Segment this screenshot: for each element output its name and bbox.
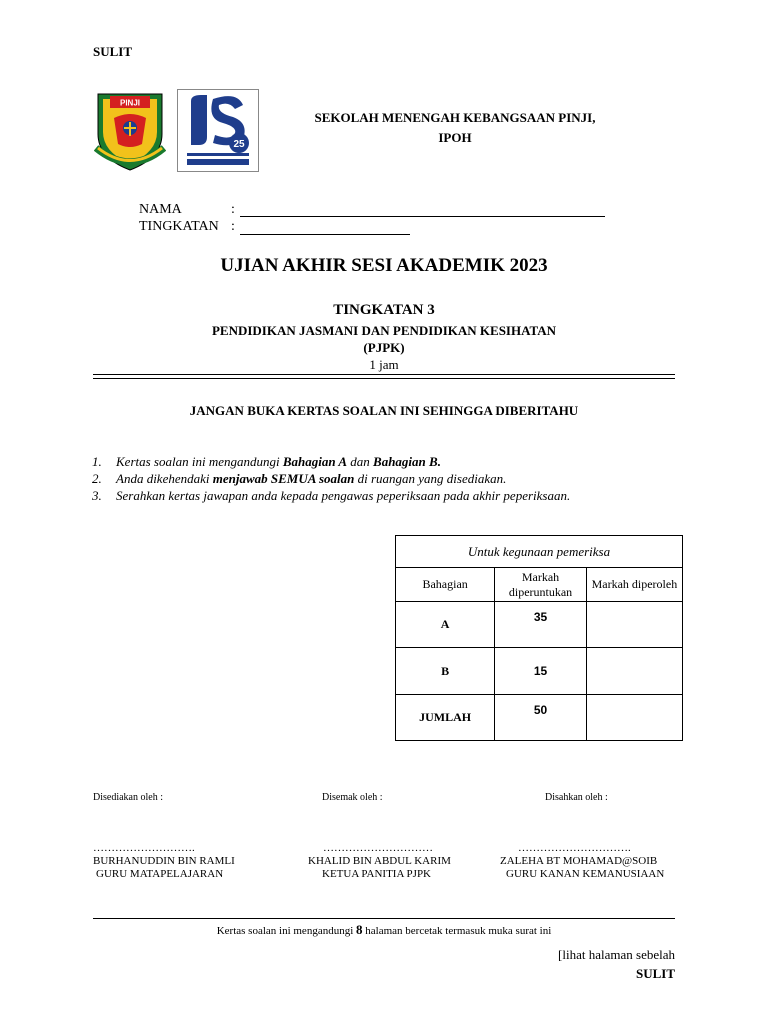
- exam-duration: 1 jam: [369, 357, 399, 372]
- programme-logo-number: 25: [233, 139, 245, 150]
- instruction-text: di ruangan yang disediakan.: [354, 471, 507, 486]
- marks-row-allocated: 35: [495, 602, 587, 648]
- marks-row-section: A: [396, 602, 495, 648]
- page-count-number: 8: [356, 922, 363, 937]
- approved-by-role: GURU KANAN KEMANUSIAAN: [506, 868, 665, 880]
- marks-row-allocated: 15: [495, 648, 587, 695]
- page-count-post: halaman bercetak termasuk muka surat ini: [362, 925, 552, 937]
- classification-bottom: SULIT: [635, 966, 675, 981]
- school-name-line2: IPOH: [438, 130, 472, 145]
- name-field[interactable]: [240, 216, 605, 217]
- instruction-item: [92, 470, 570, 487]
- instruction-bold: Bahagian B.: [373, 454, 441, 469]
- marks-header-obtained: Markah diperoleh: [586, 568, 682, 602]
- marks-table-caption: Untuk kegunaan pemeriksa: [396, 536, 683, 568]
- marks-row-section: B: [396, 648, 495, 695]
- marks-table: [395, 535, 683, 741]
- crest-lettering: PINJI: [119, 98, 141, 108]
- marks-header-section: Bahagian: [396, 568, 495, 602]
- class-colon: :: [231, 219, 235, 234]
- instruction-number: 3.: [92, 488, 102, 503]
- approved-by-label: Disahkan oleh :: [545, 792, 608, 803]
- marks-row-obtained[interactable]: [586, 695, 682, 741]
- school-name: [270, 108, 640, 148]
- exam-subject-abbrev: (PJPK): [363, 340, 405, 355]
- exam-subject: PENDIDIKAN JASMANI DAN PENDIDIKAN KESIHATAN: [211, 323, 557, 338]
- marks-row-allocated: 50: [495, 695, 587, 741]
- double-rule-bottom: [93, 378, 675, 379]
- double-rule-top: [93, 374, 675, 375]
- checked-by-signature-line: …………………………: [323, 842, 433, 854]
- exam-form: TINGKATAN 3: [333, 302, 435, 318]
- approved-by-signature-line: ………………………….: [518, 842, 631, 854]
- page-count-note: [0, 922, 768, 938]
- marks-header-allocated: Markah diperuntukan: [495, 568, 587, 602]
- prepared-by-label: Disediakan oleh :: [93, 792, 163, 803]
- classification-top: SULIT: [93, 44, 133, 59]
- marks-row-obtained[interactable]: [586, 648, 682, 695]
- checked-by-name: KHALID BIN ABDUL KARIM: [308, 855, 451, 867]
- prepared-by-signature-line: ……………………….: [93, 842, 195, 854]
- school-crest-logo: [94, 88, 166, 172]
- instruction-number: 1.: [92, 454, 102, 469]
- instruction-text: dan: [347, 454, 374, 469]
- instruction-text: Serahkan kertas jawapan anda kepada pengawas peperiksaan pada akhir peperiksaan.: [116, 488, 571, 503]
- instructions-list: [92, 453, 570, 504]
- name-colon: :: [231, 202, 235, 217]
- prepared-by-name: BURHANUDDIN BIN RAMLI: [93, 855, 235, 867]
- instruction-item: [92, 453, 570, 470]
- instruction-item: [92, 487, 570, 504]
- programme-logo: [177, 89, 259, 172]
- school-name-line1: SEKOLAH MENENGAH KEBANGSAAN PINJI,: [314, 110, 596, 125]
- instruction-text: Anda dikehendaki: [116, 471, 213, 486]
- class-label: TINGKATAN: [139, 219, 219, 234]
- page-count-pre: Kertas soalan ini mengandungi: [216, 925, 357, 937]
- warning-notice: JANGAN BUKA KERTAS SOALAN INI SEHINGGA DIBERITAHU: [189, 403, 579, 418]
- marks-row-section: JUMLAH: [396, 695, 495, 741]
- instruction-number: 2.: [92, 471, 102, 486]
- checked-by-role: KETUA PANITIA PJPK: [322, 868, 432, 880]
- marks-row-obtained[interactable]: [586, 602, 682, 648]
- instruction-bold: menjawab SEMUA soalan: [212, 471, 355, 486]
- footer-rule: [93, 918, 675, 919]
- name-label: NAMA: [139, 202, 182, 217]
- approved-by-name: ZALEHA BT MOHAMAD@SOIB: [500, 855, 658, 867]
- exam-title: UJIAN AKHIR SESI AKADEMIK 2023: [220, 255, 548, 276]
- instruction-text: Kertas soalan ini mengandungi: [116, 454, 283, 469]
- prepared-by-role: GURU MATAPELAJARAN: [96, 868, 224, 880]
- checked-by-label: Disemak oleh :: [322, 792, 383, 803]
- next-page-note: [lihat halaman sebelah: [558, 947, 675, 962]
- class-field[interactable]: [240, 234, 410, 235]
- instruction-bold: Bahagian A: [282, 454, 348, 469]
